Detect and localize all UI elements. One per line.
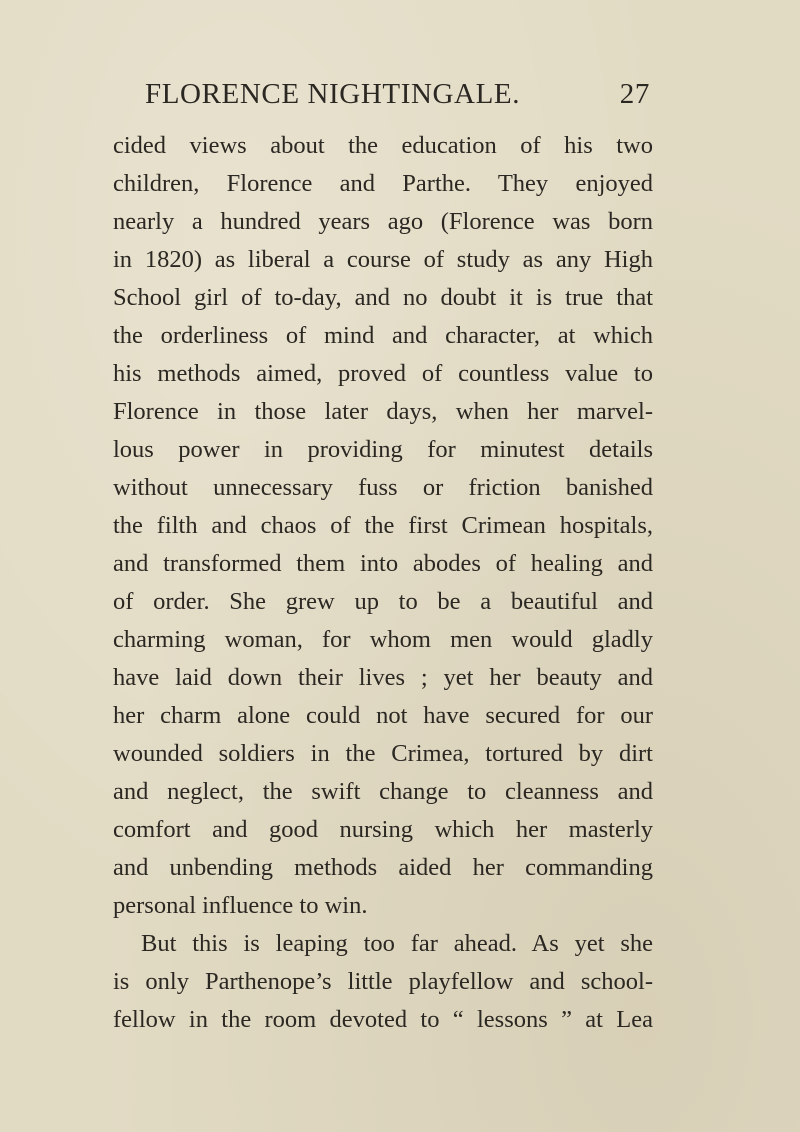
- text-line: the filth and chaos of the first Crimean hospitals,: [113, 512, 653, 539]
- text-line: in 1820) as liberal a course of study as any High: [113, 246, 653, 273]
- text-line: Florence in those later days, when her marvel-: [113, 398, 653, 425]
- text-line: his methods aimed, proved of countless value to: [113, 360, 653, 387]
- text-line: have laid down their lives ; yet her beauty and: [113, 664, 653, 691]
- text-line: and neglect, the swift change to cleanness and: [113, 778, 653, 805]
- body-text: [113, 127, 653, 1039]
- running-title: FLORENCE NIGHTINGALE.: [145, 78, 521, 110]
- text-line: children, Florence and Parthe. They enjoyed: [113, 170, 653, 197]
- page-number: 27: [619, 78, 650, 110]
- text-line: of order. She grew up to be a beautiful and: [113, 588, 653, 615]
- text-line: fellow in the room devoted to “ lessons ” at Lea: [113, 1006, 653, 1033]
- text-line: the orderliness of mind and character, at which: [113, 322, 653, 349]
- text-line: School girl of to-day, and no doubt it is true that: [113, 284, 653, 311]
- text-line: charming woman, for whom men would gladly: [113, 626, 653, 653]
- text-line: without unnecessary fuss or friction banished: [113, 474, 653, 501]
- text-line: and transformed them into abodes of healing and: [113, 550, 653, 577]
- text-line: her charm alone could not have secured for our: [113, 702, 653, 729]
- text-line: and unbending methods aided her commanding: [113, 854, 653, 881]
- text-line: cided views about the education of his two: [113, 132, 653, 159]
- text-line: nearly a hundred years ago (Florence was born: [113, 208, 653, 235]
- text-line: comfort and good nursing which her masterly: [113, 816, 653, 843]
- text-line: is only Parthenope’s little playfellow and school-: [113, 968, 653, 995]
- running-head: [145, 74, 650, 114]
- paragraph-start-line: But this is leaping too far ahead. As yet she: [141, 930, 653, 957]
- text-line: wounded soldiers in the Crimea, tortured by dirt: [113, 740, 653, 767]
- text-line: lous power in providing for minutest details: [113, 436, 653, 463]
- paragraph-end-line: personal influence to win.: [113, 892, 368, 919]
